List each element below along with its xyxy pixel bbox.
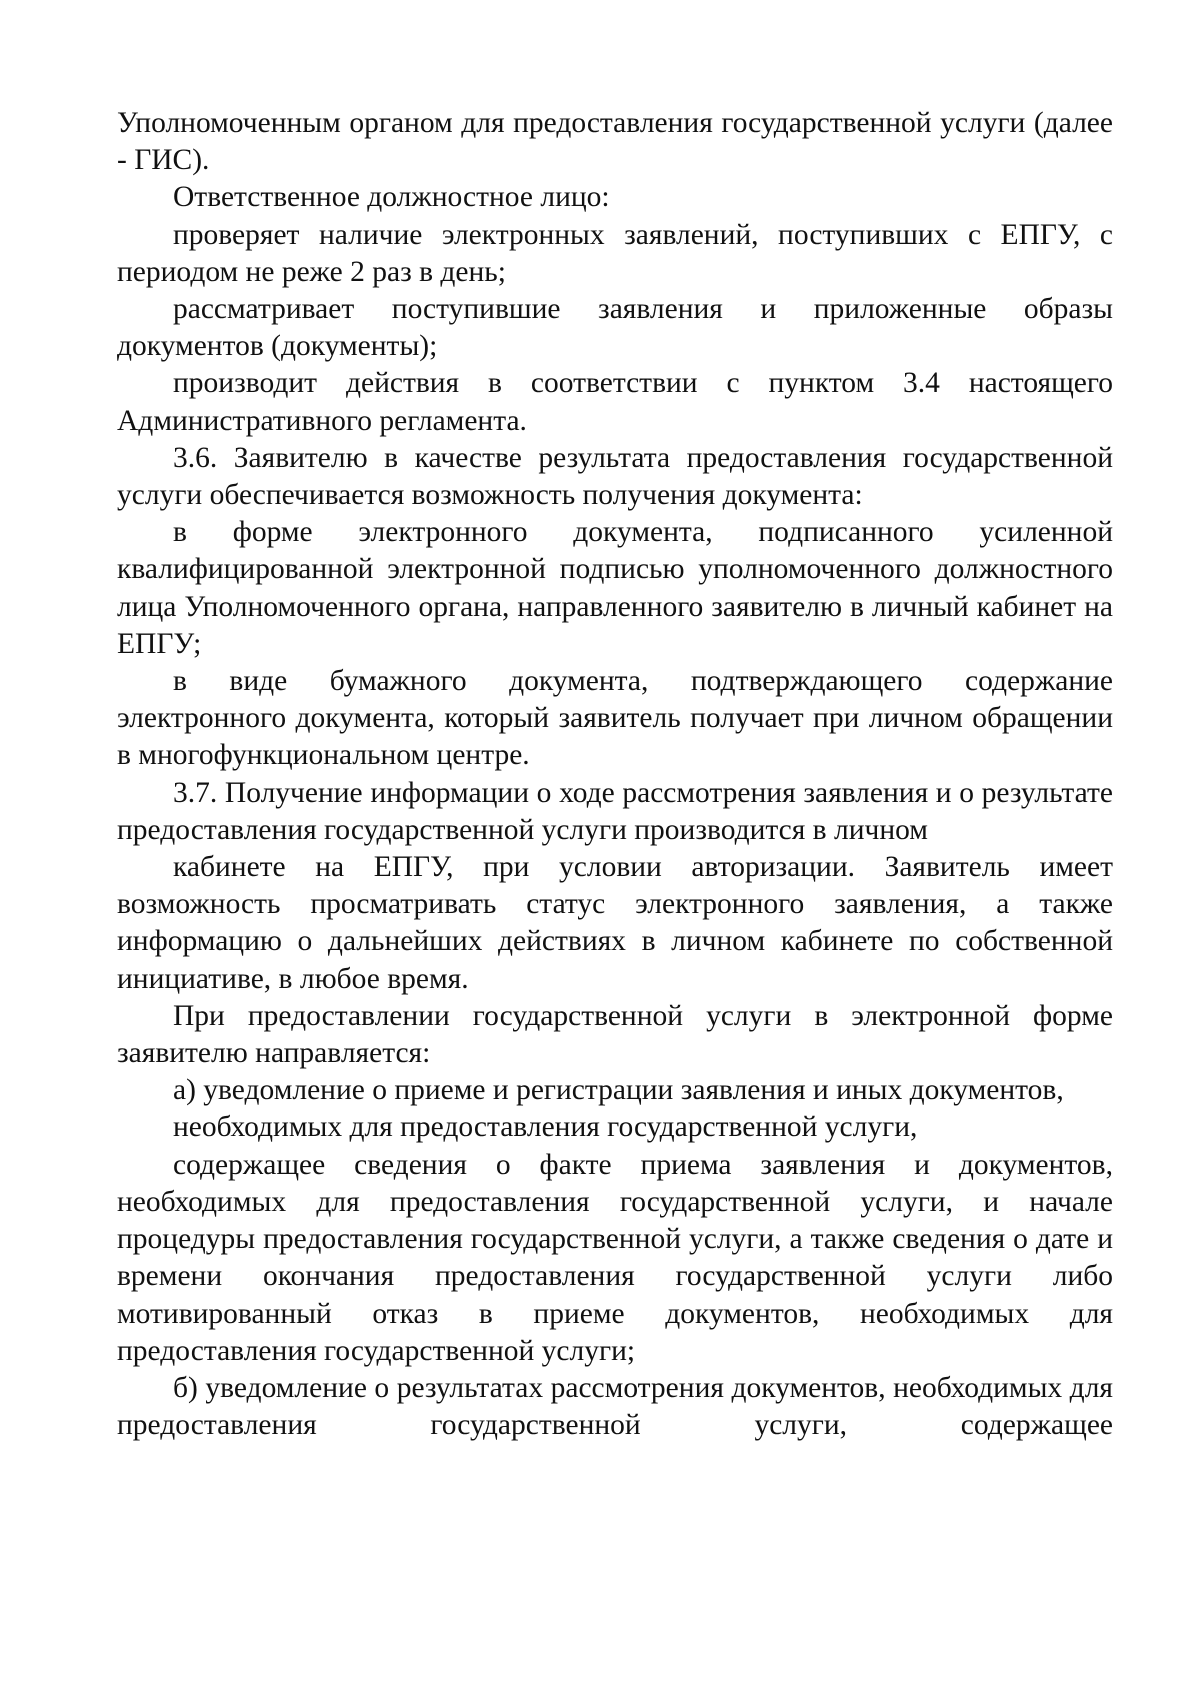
paragraph-10: кабинете на ЕПГУ, при условии авторизации. Заявитель имеет возможность просматривать статус электронного заявления, а также информацию о дальнейших действиях в личном кабинете по собственной инициативе, в любое время.	[117, 851, 1113, 995]
paragraph-13: необходимых для предоставления государственной услуги,	[173, 1111, 918, 1144]
paragraph-3: проверяет наличие электронных заявлений, поступивших с ЕПГУ, с периодом не реже 2 раз в день;	[117, 218, 1113, 288]
paragraph-2: Ответственное должностное лицо:	[173, 181, 610, 214]
paragraph-5: производит действия в соответствии с пунктом 3.4 настоящего Административного регламента.	[117, 367, 1113, 437]
paragraph-4: рассматривает поступившие заявления и приложенные образы документов (документы);	[117, 293, 1113, 363]
paragraph-15: б) уведомление о результатах рассмотрения документов, необходимых для предоставления государственной услуги, содержащее	[117, 1371, 1113, 1442]
document-page	[117, 105, 1113, 1444]
paragraph-6: 3.6. Заявителю в качестве результата предоставления государственной услуги обеспечивается возможность получения документа:	[117, 441, 1113, 512]
paragraph-7: в форме электронного документа, подписанного усиленной квалифицированной электронной подписью уполномоченного должностного лица Уполномоченного органа, направленного заявителю в личный кабинет на ЕПГУ;	[117, 516, 1113, 660]
paragraph-8: в виде бумажного документа, подтверждающего содержание электронного документа, который заявитель получает при личном обращении в многофункциональном центре.	[117, 665, 1113, 772]
paragraph-9: 3.7. Получение информации о ходе рассмотрения заявления и о результате предоставления государственной услуги производится в личном	[117, 776, 1113, 846]
paragraph-14: содержащее сведения о факте приема заявления и документов, необходимых для предоставления государственной услуги, и начале процедуры предоставления государственной услуги, а также сведения о дате и времени окончания предоставления государственной услуги либо мотивированный отказ в приеме документов, необходимых для предоставления государственной услуги;	[117, 1148, 1113, 1367]
paragraph-1: Уполномоченным органом для предоставления государственной услуги (далее - ГИС).	[117, 107, 1113, 177]
paragraph-11: При предоставлении государственной услуги в электронной форме заявителю направляется:	[117, 999, 1113, 1070]
paragraph-12: а) уведомление о приеме и регистрации заявления и иных документов,	[173, 1074, 1064, 1107]
